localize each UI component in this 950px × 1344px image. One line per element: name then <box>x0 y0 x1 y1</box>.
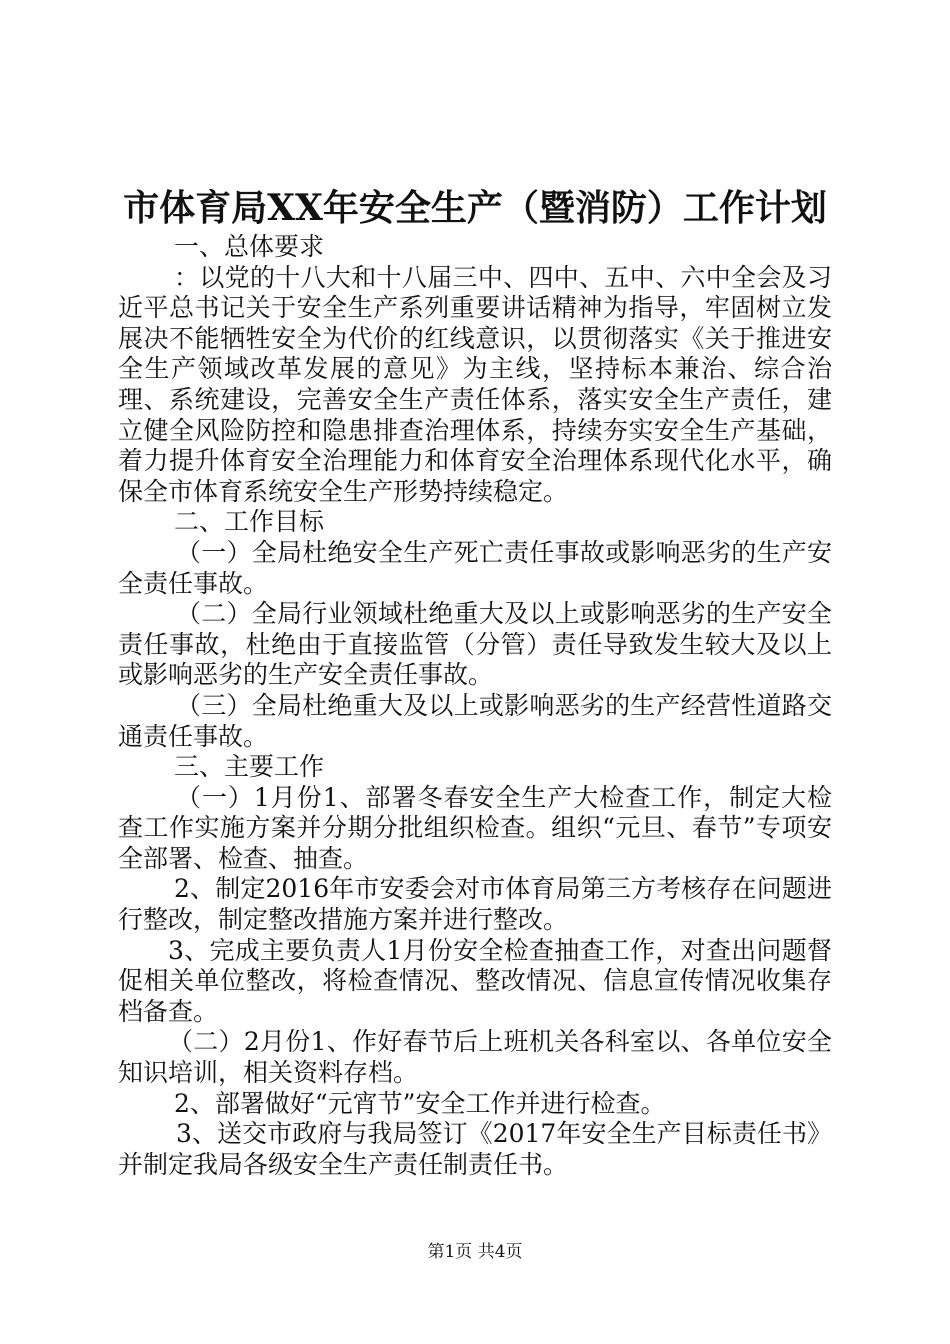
paragraph-general-requirements: ：以党的十八大和十八届三中、四中、五中、六中全会及习近平总书记关于安全生产系列重要讲话精神为指导，牢固树立发展决不能牺牲安全为代价的红线意识，以贯彻落实《关于推进安全生产领域改革发展的意见》为主线，坚持标本兼治、综合治理、系统建设，完善安全生产责任体系，落实安全生产责任，建立健全风险防控和隐患排查治理体系，持续夯实安全生产基础，着力提升体育安全治理能力和体育安全治理体系现代化水平，确保全市体育系统安全生产形势持续稳定。 <box>118 262 832 506</box>
paragraph-february-3: 3、送交市政府与我局签订《2017年安全生产目标责任书》并制定我局各级安全生产责任制责任书。 <box>118 1119 832 1179</box>
section-heading-work-goals: 二、工作目标 <box>174 507 325 537</box>
document-title: 市体育局XX年安全生产（暨消防）工作计划 <box>123 187 827 229</box>
paragraph-january-3: 3、完成主要负责人1月份安全检查抽查工作，对查出问题督促相关单位整改，将检查情况、整改情况、信息宣传情况收集存档备查。 <box>118 935 832 1026</box>
page-number-footer: 第1页 共4页 <box>427 1242 523 1262</box>
paragraph-february-2: 2、部署做好“元宵节”安全工作并进行检查。 <box>174 1088 666 1118</box>
section-heading-general-requirements: 一、总体要求 <box>174 232 325 261</box>
section-heading-main-work: 三、主要工作 <box>174 752 325 782</box>
paragraph-february-1: （二）2月份1、作好春节后上班机关各科室以、各单位安全知识培训，相关资料存档。 <box>118 1027 832 1088</box>
paragraph-goal-3: （三）全局杜绝重大及以上或影响恶劣的生产经营性道路交通责任事故。 <box>118 690 832 751</box>
document-body <box>118 232 832 1180</box>
paragraph-goal-1: （一）全局杜绝安全生产死亡责任事故或影响恶劣的生产安全责任事故。 <box>118 537 832 598</box>
paragraph-goal-2: （二）全局行业领域杜绝重大及以上或影响恶劣的生产安全责任事故，杜绝由于直接监管（分管）责任导致发生较大及以上或影响恶劣的生产安全责任事故。 <box>118 599 832 690</box>
paragraph-january-2: 2、制定2016年市安委会对市体育局第三方考核存在问题进行整改，制定整改措施方案并进行整改。 <box>118 874 832 935</box>
paragraph-january-1: （一）1月份1、部署冬春安全生产大检查工作，制定大检查工作实施方案并分期分批组织检查。组织“元旦、春节”专项安全部署、检查、抽查。 <box>118 782 832 873</box>
